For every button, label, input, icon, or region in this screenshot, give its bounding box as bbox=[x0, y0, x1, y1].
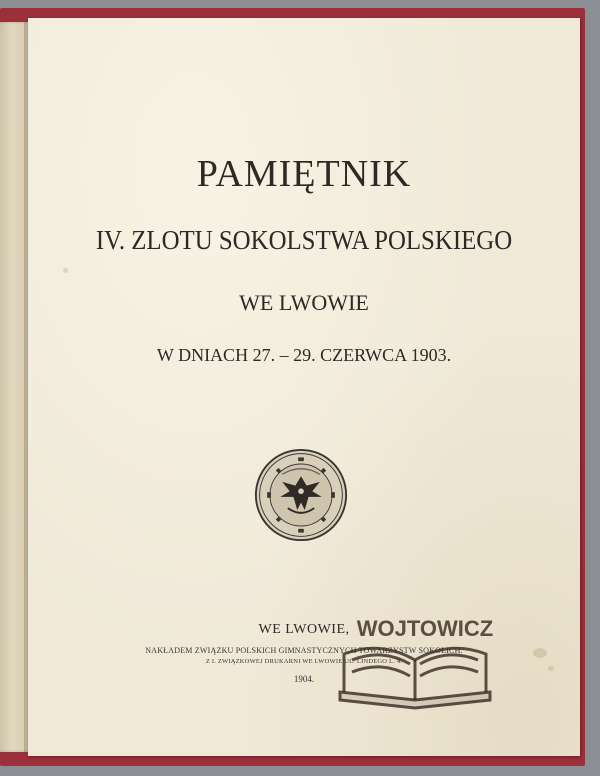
book-dates: W DNIACH 27. – 29. CZERWCA 1903. bbox=[156, 345, 452, 365]
imprint-city: WE LWOWIE, bbox=[258, 622, 350, 637]
imprint-publisher: NAKŁADEM ZWIĄZKU POLSKICH GIMNASTYCZNYCH TOWARZYSTW SOKOLICH. bbox=[145, 646, 463, 655]
imprint-printer: Z I. ZWIĄZKOWEJ DRUKARNI WE LWOWIE UL. LINDEGO L. 4. bbox=[205, 658, 403, 665]
imprint-year: 1904. bbox=[293, 674, 315, 684]
book-title: PAMIĘTNIK bbox=[196, 153, 412, 195]
sokol-medallion-icon bbox=[254, 448, 348, 542]
foxing-spot bbox=[548, 666, 554, 671]
book-subtitle: IV. ZLOTU SOKOLSTWA POLSKIEGO bbox=[95, 225, 513, 255]
foxing-spot bbox=[63, 268, 68, 273]
book-location: WE LWOWIE bbox=[239, 290, 369, 315]
watermark-text: WOJTOWICZ bbox=[356, 616, 494, 641]
